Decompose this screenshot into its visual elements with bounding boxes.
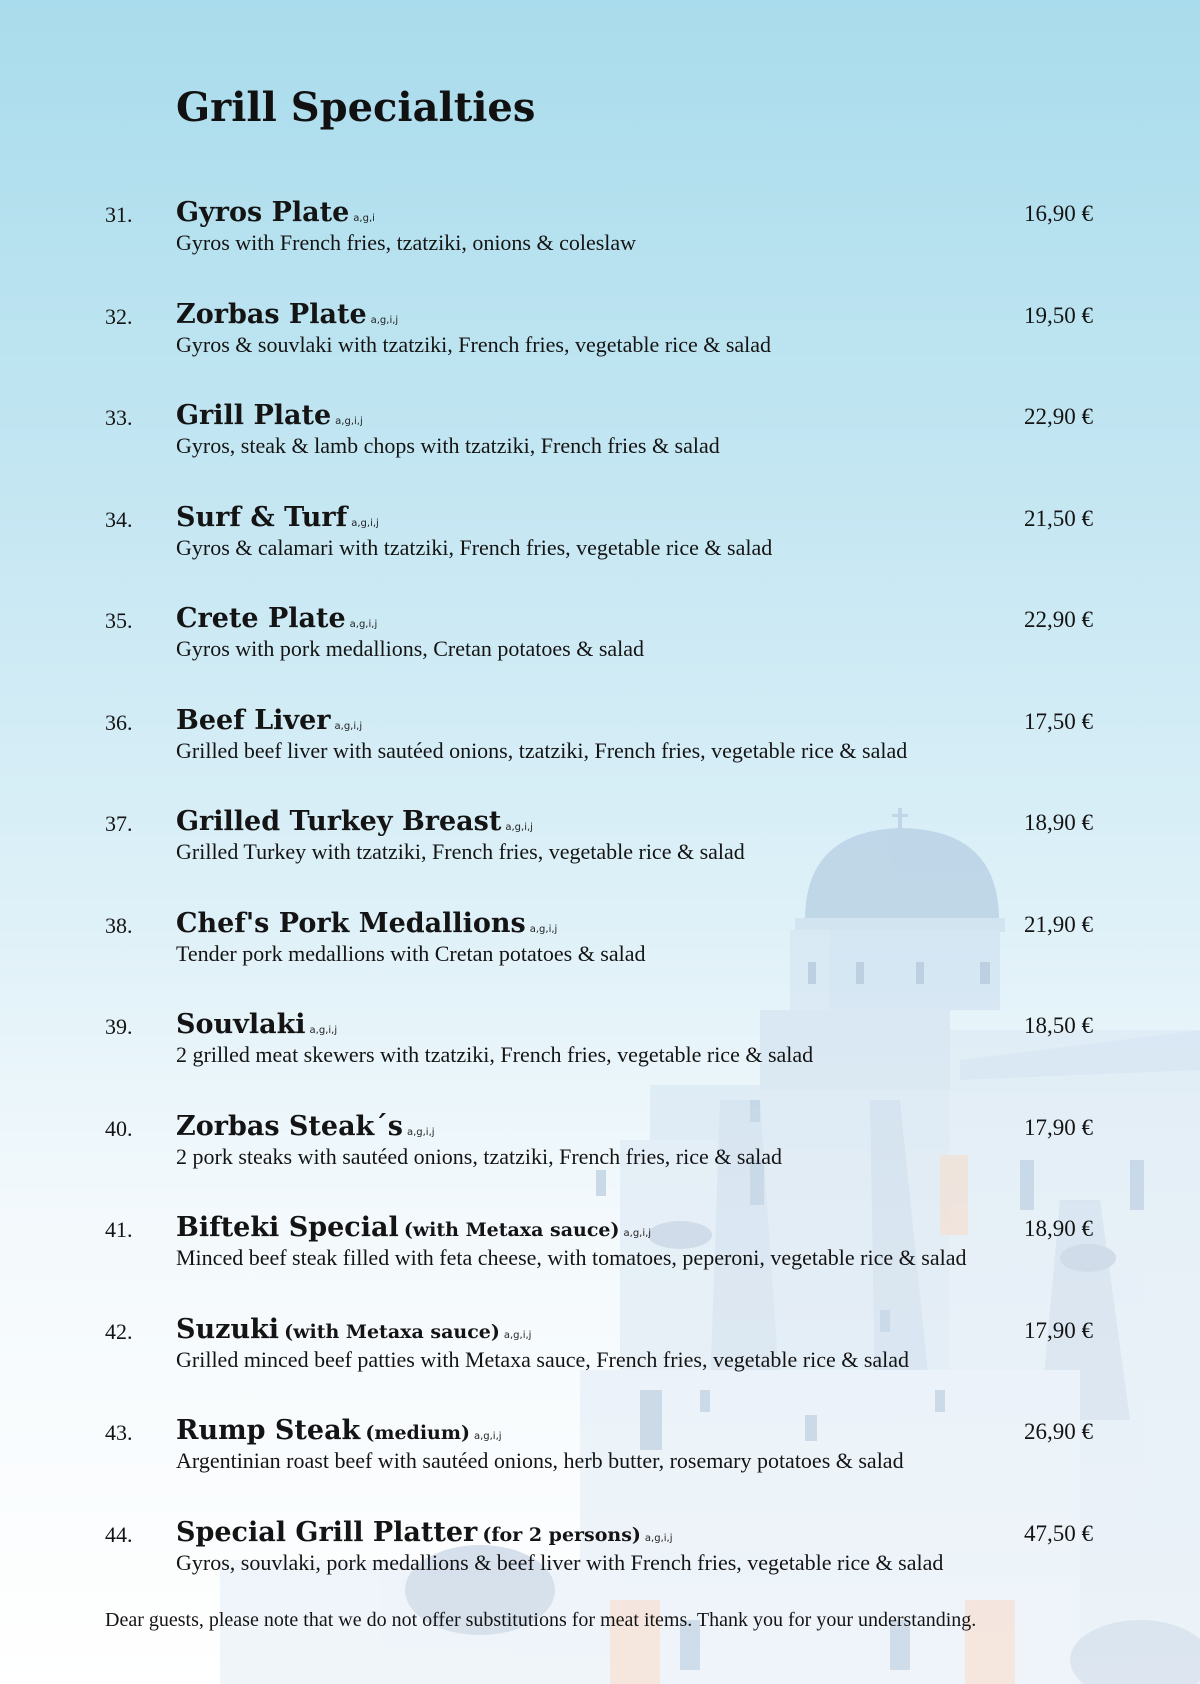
menu-item — [0, 1313, 1200, 1415]
item-price: 22,90 € — [1024, 404, 1093, 429]
allergen-codes: a,g,i,j — [370, 314, 399, 326]
allergen-codes: a,g,i,j — [529, 923, 558, 935]
item-note: (with Metaxa sauce) — [284, 1320, 500, 1343]
item-description: Grilled minced beef patties with Metaxa sauce, French fries, vegetable rice & salad — [176, 1346, 910, 1372]
menu-item — [0, 1516, 1200, 1618]
item-number: 41. — [105, 1217, 133, 1242]
item-price: 19,50 € — [1024, 302, 1093, 328]
item-number: 37. — [105, 811, 133, 836]
item-name: Grill Plate — [176, 400, 332, 431]
item-note: (with Metaxa sauce) — [403, 1219, 620, 1241]
allergen-codes: a,g,i,j — [406, 1126, 435, 1138]
item-name: Beef Liver — [176, 704, 331, 736]
item-price: 22,90 € — [1024, 607, 1093, 632]
allergen-codes: a,g,i,j — [473, 1431, 502, 1442]
menu-item — [0, 1211, 1200, 1313]
item-number: 39. — [105, 1014, 133, 1039]
footer-note: Dear guests, please note that we do not offer substitutions for meat items. Thank you for your understanding. — [105, 1609, 977, 1631]
item-name: Chef's Pork Medallions — [176, 907, 526, 939]
allergen-codes: a,g,i,j — [505, 822, 533, 833]
item-number: 31. — [105, 202, 133, 227]
allergen-codes: a,g,i,j — [349, 619, 378, 630]
menu-item — [0, 602, 1200, 704]
item-name: Zorbas Steak´s — [176, 1110, 403, 1142]
item-name: Rump Steak — [176, 1415, 361, 1446]
item-price: 18,50 € — [1024, 1013, 1093, 1038]
item-description: Gyros with French fries, tzatziki, onions & coleslaw — [176, 230, 637, 255]
item-number: 38. — [105, 912, 133, 938]
item-price: 26,90 € — [1024, 1419, 1093, 1444]
item-price: 18,90 € — [1024, 810, 1093, 835]
menu-item — [0, 501, 1200, 603]
allergen-codes: a,g,i,j — [644, 1532, 673, 1544]
item-description: Gyros & calamari with tzatziki, French fries, vegetable rice & salad — [176, 534, 773, 560]
item-name: Suzuki — [176, 1313, 280, 1345]
item-price: 21,50 € — [1024, 505, 1093, 531]
item-name: Surf & Turf — [176, 501, 348, 533]
item-number: 40. — [105, 1115, 133, 1141]
menu-item — [0, 1414, 1200, 1516]
allergen-codes: a,g,i,j — [309, 1025, 338, 1036]
item-description: Gyros & souvlaki with tzatziki, French fries, vegetable rice & salad — [176, 331, 772, 357]
item-note: (medium) — [365, 1422, 470, 1444]
menu-item — [0, 907, 1200, 1009]
item-name: Grilled Turkey Breast — [176, 806, 502, 837]
item-description: 2 pork steaks with sautéed onions, tzatziki, French fries, rice & salad — [176, 1143, 783, 1169]
item-description: Gyros, steak & lamb chops with tzatziki, French fries & salad — [176, 433, 720, 458]
item-name: Bifteki Special — [176, 1212, 399, 1243]
item-name: Special Grill Platter — [176, 1516, 478, 1548]
item-number: 35. — [105, 608, 133, 633]
item-description: Tender pork medallions with Cretan potatoes & salad — [176, 940, 646, 966]
item-description: 2 grilled meat skewers with tzatziki, French fries, vegetable rice & salad — [176, 1042, 814, 1067]
allergen-codes: a,g,i — [353, 213, 375, 224]
item-number: 42. — [105, 1318, 133, 1344]
menu-list — [0, 196, 1200, 1617]
menu-item — [0, 399, 1200, 501]
item-price: 16,90 € — [1024, 201, 1093, 226]
menu-item — [0, 704, 1200, 806]
item-price: 17,50 € — [1024, 708, 1093, 734]
item-number: 43. — [105, 1420, 133, 1445]
item-price: 18,90 € — [1024, 1216, 1093, 1241]
item-number: 36. — [105, 709, 133, 735]
item-description: Grilled beef liver with sautéed onions, tzatziki, French fries, vegetable rice & salad — [176, 737, 908, 763]
allergen-codes: a,g,i,j — [351, 517, 379, 529]
allergen-codes: a,g,i,j — [334, 720, 363, 732]
item-number: 33. — [105, 405, 133, 430]
menu-item — [0, 805, 1200, 907]
menu-item — [0, 298, 1200, 400]
menu-item — [0, 1110, 1200, 1212]
item-price: 17,90 € — [1024, 1114, 1093, 1140]
item-price: 21,90 € — [1024, 911, 1093, 937]
item-description: Grilled Turkey with tzatziki, French fries, vegetable rice & salad — [176, 839, 745, 864]
item-name: Crete Plate — [176, 603, 346, 634]
menu-item — [0, 196, 1200, 298]
item-name: Souvlaki — [176, 1009, 306, 1040]
item-name: Zorbas Plate — [176, 298, 367, 330]
item-description: Gyros with pork medallions, Cretan potatoes & salad — [176, 636, 645, 661]
item-number: 34. — [105, 506, 133, 532]
item-note: (for 2 persons) — [482, 1523, 641, 1546]
item-description: Argentinian roast beef with sautéed onions, herb butter, rosemary potatoes & salad — [176, 1448, 904, 1473]
menu-item — [0, 1008, 1200, 1110]
item-price: 47,50 € — [1024, 1520, 1093, 1546]
item-number: 32. — [105, 303, 133, 329]
item-name: Gyros Plate — [176, 197, 350, 228]
item-description: Minced beef steak filled with feta cheese, with tomatoes, peperoni, vegetable rice & salad — [176, 1245, 967, 1270]
item-number: 44. — [105, 1521, 133, 1547]
item-description: Gyros, souvlaki, pork medallions & beef liver with French fries, vegetable rice & salad — [176, 1549, 944, 1575]
item-price: 17,90 € — [1024, 1317, 1093, 1343]
allergen-codes: a,g,i,j — [623, 1228, 652, 1239]
allergen-codes: a,g,i,j — [503, 1329, 532, 1341]
allergen-codes: a,g,i,j — [335, 416, 363, 427]
page-title: Grill Specialties — [176, 84, 536, 131]
